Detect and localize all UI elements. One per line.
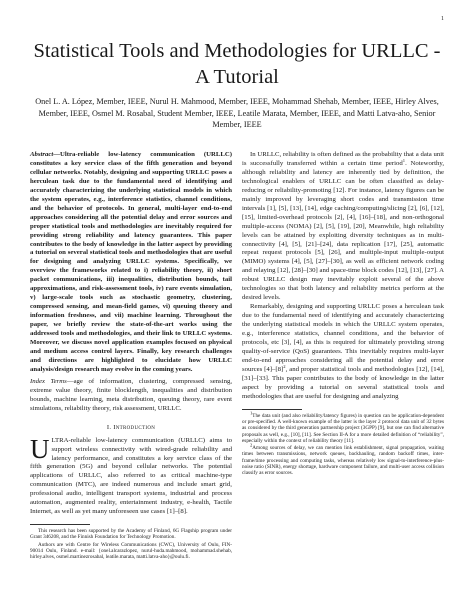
footnote-ref-1: 1 (402, 157, 406, 163)
abstract-label: Abstract (30, 151, 54, 158)
affiliation-note: Authors are with Centre for Wireless Communications (CWC), University of Oulu, FIN-90014 Oulu, Finland. e-mail: {onel.alcarazlopez, nurul-huda.mahmood, mohammad.shehab, hirley.alves, osmel.martinezrosabal, leatile.marata, matti.latva-aho}@oulu.fi. (30, 541, 232, 561)
funding-note: This research has been supported by the Academy of Finland, 6G Flagship program under Grant 346208, and the Finnish Foundation for Technology Promotion. (30, 528, 232, 541)
index-terms-label: Index Terms (30, 377, 67, 385)
footnote-1-text: The data unit (and also reliability/latency figures) in question can be application-dependent or pre-specified. A well-known example of the latter is the layer 2 protocol data unit of 32 bytes as considered by the third generation partnership project (3GPP) [9], but one can find alternative proposals as well, e.g., [10], [11]. See Section II-A for a more detailed definition of “reliability”, especially within the context of reliability theory [11]. (242, 412, 444, 444)
footnote-ref-2: 2 (283, 363, 286, 369)
intro-paragraph-2-text-b: . Noteworthy, although reliability and latency are inherently tied by definition, the technological enablers of URLLC can be often classified as delay-reducing or reliability-promoting [12]. For instance, latency figures can be mainly improved by leveraging short codes and transmission time intervals [1], [5], [13], [14], edge caching/computing/slicing [2], [6], [12], [15], limited-overhead protocols [2], [4], [16]–[18], and non-orthogonal multiple-access (NOMA) [2], [5], [19], [20], Meanwhile, high reliability levels can be attained by exploiting diversity techniques as in multi-connectivity [4], [5], [21]–[24], data replication [17], [25], automatic repeat request protocols [5], [26], and multiple-input multiple-output (MIMO) systems [4], [5], [27]–[30], as well as efficient network coding and relaying [12], [28]–[30] and space-time block codes [12], [13], [27]. A robust URLLC design may inevitably exploit several of the above technologies so that both latency and reliability metrics perform at the desired levels. (242, 159, 445, 302)
abstract (30, 151, 232, 375)
intro-paragraph-3-text-a: Remarkably, designing and supporting URLLC poses a herculean task due to the fundamental need of identifying and accurately characterizing the underlying statistical models in which the URLLC system operates, e.g., interference statistics, channel conditions, and the behavior of protocols, etc [3], [4], as this is required for ultimately providing strong quality-of-service (QoS) guarantees. This inevitably requires multi-layer end-to-end approaches considering all the potential delay and error sources [4]–[8] (242, 303, 444, 373)
abstract-text: —Ultra-reliable low-latency communication (URLLC) constitutes a key service class of the fifth generation and beyond cellular networks. Notably, designing and supporting URLLC poses a herculean task due to the fundamental need of identifying and accurately characterizing the underlying statistical models in which the system operates, e.g., interference statistics, channel conditions, and the behavior of protocols. In general, multi-layer end-to-end approaches considering all the potential delay and error sources and proper statistical tools and methodologies are inevitably required for providing strong reliability and latency guarantees. This paper contributes to the body of knowledge in the latter aspect by providing a tutorial on several statistical tools and methodologies that are useful for designing and analyzing URLLC systems. Specifically, we overview the frameworks related to i) reliability theory, ii) short packet communications, iii) inequalities, distribution bounds, tail approximations, and risk-assessment tools, iv) rare events simulation, v) large-scale tools such as stochastic geometry, clustering, compressed sensing, and mean-field games, vi) queuing theory and information freshness, and vii) machine learning. Throughout the paper, we briefly review the state-of-the-art works using the addressed tools and methodologies, and their link to URLLC systems. Moreover, we discuss novel application examples focused on physical and medium access control layers. Finally, key research challenges and directions are highlighted to elucidate how URLLC analysis/design research may evolve in the coming years. (30, 151, 232, 373)
footnote-1 (242, 409, 444, 444)
footnote-rule (30, 524, 90, 525)
footnote-2-mark: 2 (250, 442, 253, 448)
index-terms-text: —age of information, clustering, compressed sensing, extreme value theory, finite blocklength, inequalities and distribution bounds, machine learning, meta distribution, queuing theory, rare event simulations, reliability theory, risk assessment, URLLC. (30, 377, 233, 412)
right-column (242, 151, 444, 477)
author-list: Onel L. A. López, Member, IEEE, Nurul H. Mahmood, Member, IEEE, Mohammad Shehab, Member, IEEE, Hirley Alves, Member, IEEE, Osmel M. Rosabal, Student Member, IEEE, Leatile Marata, Member, IEEE, and Matti Latva-aho, Senior Member, IEEE (35, 97, 439, 129)
left-column (30, 151, 232, 561)
page-number: 1 (441, 16, 444, 22)
footnote-1-mark: 1 (250, 409, 253, 415)
footnote-2-text: Among sources of delay, we can mention link establishment, signal propagation, waiting times between transmissions, network queues, backhauling, random backoff times, inter-frame/time processing and computing tasks, whereas relatively low signal-to-interference-plus-noise ratio (SINR), energy shortage, hardware component failure, and multi-user access collision classify as error sources. (242, 445, 444, 477)
paper-title: Statistical Tools and Methodologies for URLLC - A Tutorial (33, 40, 441, 88)
intro-paragraph-2-text-a: In URLLC, reliability is often defined as the probability that a data unit is successfully transferred within a certain time period (242, 151, 444, 167)
drop-cap: U (30, 433, 50, 464)
intro-paragraph-3-text-b: , and proper statistical tools and methodologies [12], [14], [31]–[33]. This paper contributes to the body of knowledge in the latter aspect by providing a tutorial on several statistical tools and methodologies that are useful for designing and analyzing (242, 365, 444, 400)
section-heading-introduction: I. Introduction (106, 423, 156, 431)
intro-paragraph-1-text: LTRA-reliable low-latency communication (URLLC) aims to support wireless connectivity with wired-grade reliability and latency performance, and constitutes a key service class of the fifth generation (5G) and beyond cellular networks. The potential applications of URLLC, also referred to as critical machine-type communication (MTC), are indeed numerous and include smart grid, professional audio, intelligent transport systems, industrial and process automation, augmented reality, entertainment industry, e-health, Tactile Internet, as well as yet many unforeseen use cases [1]–[8]. (30, 436, 232, 516)
intro-paragraph-2 (242, 151, 444, 303)
footnote-2 (242, 442, 444, 477)
index-terms (30, 378, 232, 414)
intro-paragraph-3 (242, 303, 444, 401)
intro-paragraph-1 (30, 433, 232, 518)
